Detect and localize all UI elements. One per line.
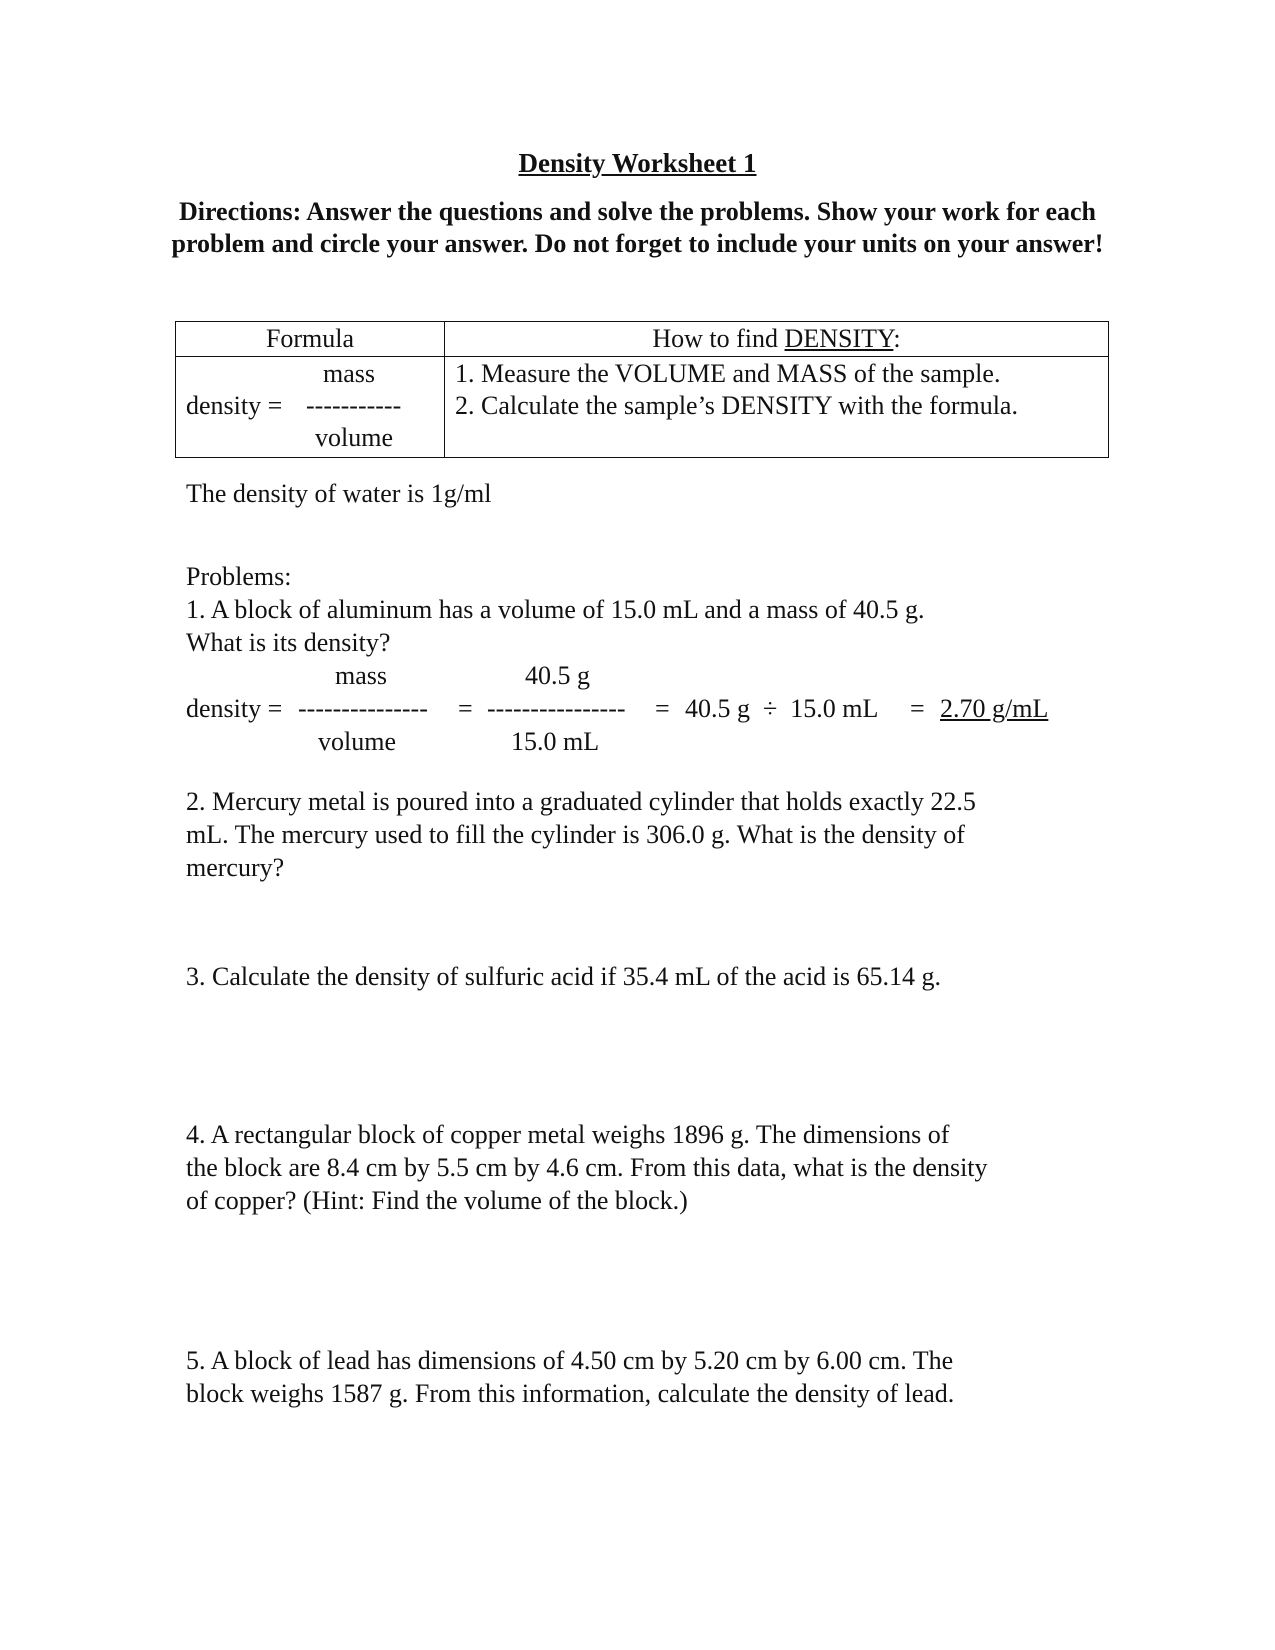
problem-3-line-1: 3. Calculate the density of sulfuric acid if 35.4 mL of the acid is 65.14 g. [186,962,942,991]
formula-fraction-bar: ----------- [306,391,402,420]
problem-1-denominator-volume: volume [318,727,396,756]
formula-denominator: volume [315,423,393,452]
problem-1-numerator-mass: mass [335,661,387,690]
problem-1-denominator-value: 15.0 mL [511,727,600,756]
formula-header-cell [176,322,445,357]
formula-header: Formula [265,324,355,353]
problems-heading: Problems: [186,562,292,591]
problem-1-answer: 2.70 g/mL [940,694,1049,723]
step-2: 2. Calculate the sample’s DENSITY with the formula. [455,391,1018,420]
how-to-header-prefix: How to find [652,324,785,353]
problem-2-line-2: mL. The mercury used to fill the cylinder is 306.0 g. What is the density of [186,820,965,849]
formula-cell [176,357,445,458]
problem-4-line-2: the block are 8.4 cm by 5.5 cm by 4.6 cm. From this data, what is the density [186,1153,988,1182]
water-density-note: The density of water is 1g/ml [186,479,492,508]
directions-text: Directions: Answer the questions and solve the problems. Show your work for each problem and circle your answer. Do not forget to include your units on your answer! [171,197,1104,258]
problem-1-equals-1: = [458,694,473,723]
problem-2-line-1: 2. Mercury metal is poured into a graduated cylinder that holds exactly 22.5 [186,787,976,816]
problem-5-line-1: 5. A block of lead has dimensions of 4.50 cm by 5.20 cm by 6.00 cm. The [186,1346,954,1375]
problem-4-line-3: of copper? (Hint: Find the volume of the block.) [186,1186,688,1215]
problem-1-line-2: What is its density? [186,628,391,657]
problem-1-numerator-value: 40.5 g [525,661,590,690]
problem-1-division: 40.5 g ÷ 15.0 mL [685,694,879,723]
step-1: 1. Measure the VOLUME and MASS of the sample. [455,359,1001,388]
problem-1-fraction-bar-1: --------------- [298,694,428,723]
problem-1-lhs: density = [186,694,283,723]
how-to-header-suffix: : [893,324,901,353]
steps-cell [445,357,1109,458]
problem-5-line-2: block weighs 1587 g. From this information, calculate the density of lead. [186,1379,955,1408]
problem-1-equals-2: = [655,694,670,723]
problem-4-line-1: 4. A rectangular block of copper metal weighs 1896 g. The dimensions of [186,1120,950,1149]
problem-1-line-1: 1. A block of aluminum has a volume of 15.0 mL and a mass of 40.5 g. [186,595,925,624]
formula-table [175,321,1109,458]
formula-lhs: density = [186,391,283,420]
formula-numerator: mass [323,359,375,388]
worksheet-title: Density Worksheet 1 [518,148,757,178]
problem-1-equals-3: = [910,694,925,723]
how-to-header-cell [445,322,1109,357]
how-to-header-keyword: DENSITY [784,324,894,353]
problem-1-fraction-bar-2: ---------------- [487,694,626,723]
problem-2-line-3: mercury? [186,853,285,882]
